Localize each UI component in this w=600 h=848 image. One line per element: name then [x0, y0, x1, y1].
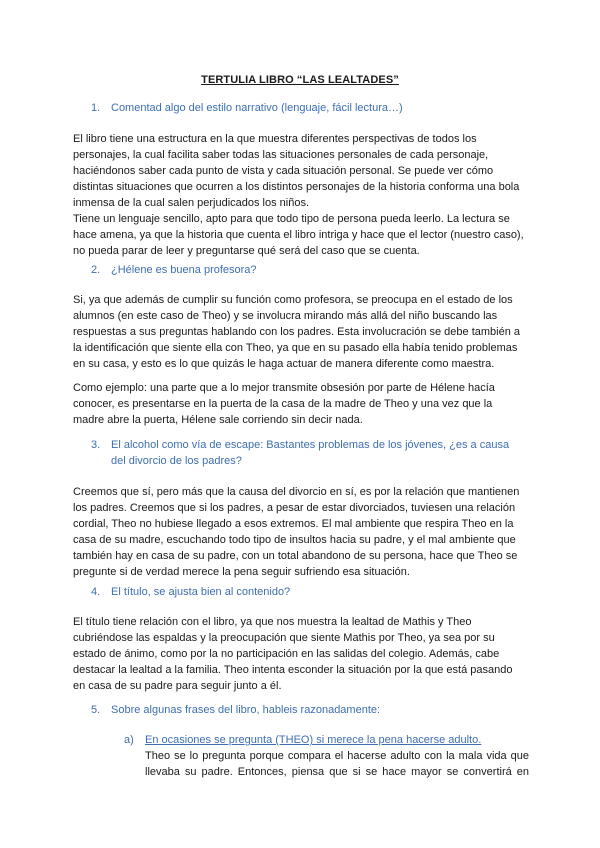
answer-line: la identificación que siente ella con Theo, ya que en su pasado ella había tenido problemas [73, 342, 518, 354]
sub-answer-line: llevaba su padre. Entonces, piensa que si se hace mayor se convertirá en [145, 766, 529, 778]
answer-line: en su casa, y esto es lo que quizás le haga actuar de manera diferente como maestra. [73, 358, 495, 370]
answer-line: Creemos que sí, pero más que la causa del divorcio en sí, es por la relación que mantienen [73, 486, 520, 498]
answer-line: distintas situaciones que ocurren a los distintos personajes de la historia conforma una bola [73, 181, 520, 193]
answer-line: Como ejemplo: una parte que a lo mejor transmite obsesión por parte de Hélene hacía [73, 382, 495, 394]
question-number: 1. [91, 102, 101, 114]
answer-line: El título tiene relación con el libro, ya que nos muestra la lealtad de Mathis y Theo [73, 616, 472, 628]
answer-line: no pueda parar de leer y preguntarse qué será del caso que se cuenta. [73, 245, 420, 257]
sub-question-label: a) [124, 734, 134, 746]
answer-line: hace amena, ya que la historia que cuenta el libro intriga y hace que el lector (nuestro caso), [73, 229, 524, 241]
answer-line: Tiene un lenguaje sencillo, apto para que todo tipo de persona pueda leerlo. La lectura se [73, 213, 510, 225]
answer-line: en casa de su padre para seguir junto a él. [73, 680, 282, 692]
answer-2-example [73, 380, 525, 428]
answer-line: los padres. Creemos que si los padres, a pesar de estar divorciados, tuviesen una relación [73, 502, 516, 514]
question-number: 4. [91, 586, 101, 598]
question-text: Sobre algunas frases del libro, hableis razonadamente: [111, 704, 381, 716]
answer-2 [73, 292, 525, 372]
answer-line: inmensa de la cual salen perjudicados los niños. [73, 197, 310, 209]
answer-3 [73, 484, 525, 580]
question-1 [91, 100, 531, 116]
answer-4 [73, 614, 525, 694]
answer-line: El libro tiene una estructura en la que muestra diferentes perspectivas de todos los [73, 133, 477, 145]
question-number: 5. [91, 704, 101, 716]
question-text: ¿Hélene es buena profesora? [111, 264, 257, 276]
question-number: 2. [91, 264, 101, 276]
question-5 [91, 702, 531, 718]
sub-question-quote: En ocasiones se pregunta (THEO) si merece la pena hacerse adulto. [145, 734, 482, 746]
answer-line: madre abre la puerta, Hélene sale corriendo sin decir nada. [73, 414, 363, 426]
answer-1 [73, 131, 525, 259]
sub-question-a [124, 732, 529, 780]
question-text-line: El alcohol como vía de escape: Bastantes problemas de los jóvenes, ¿es a causa [111, 439, 510, 451]
question-number: 3. [91, 439, 101, 451]
answer-line: estado de ánimo, como por la no participación en las salidas del colegio. Además, cabe [73, 648, 500, 660]
answer-line: haciéndonos saber cada punto de vista y cada situación personal. Se puede ver cómo [73, 165, 494, 177]
answer-line: cordial, Theo no hubiese llegado a esos extremos. El mal ambiente que respira Theo en la [73, 518, 514, 530]
answer-line: cubriéndose las espaldas y la preocupación que siente Mathis por Theo, ya sea por su [73, 632, 495, 644]
question-3 [91, 437, 536, 469]
answer-line: Si, ya que además de cumplir su función como profesora, se preocupa en el estado de los [73, 294, 513, 306]
document-title: TERTULIA LIBRO “LAS LEALTADES” [201, 74, 399, 86]
question-text: Comentad algo del estilo narrativo (lenguaje, fácil lectura…) [111, 102, 403, 114]
question-text-line: del divorcio de los padres? [111, 455, 242, 467]
sub-answer-line: Theo se lo pregunta porque compara el hacerse adulto con la mala vida que [145, 750, 529, 762]
answer-line: alumnos (en este caso de Theo) y se involucra mirando más allá del niño buscando las [73, 310, 498, 322]
answer-line: casa de su madre, escuchando todo tipo de insultos hacia su padre, y el mal ambiente que [73, 534, 516, 546]
answer-line: pregunte si de verdad merece la pena seguir sufriendo esa situación. [73, 566, 410, 578]
answer-line: conocer, es presentarse en la puerta de la casa de la madre de Theo y una vez que la [73, 398, 493, 410]
answer-line: destacar la lealtad a la familia. Theo intenta esconder la situación por la que está pasando [73, 664, 513, 676]
answer-line: también hay en casa de su padre, con un total abandono de su persona, hace que Theo se [73, 550, 518, 562]
question-4 [91, 584, 531, 600]
answer-line: respuestas a sus preguntas hablando con los padres. Esta involucración se debe también a [73, 326, 521, 338]
answer-line: personajes, la cual facilita saber todas las situaciones personales de cada personaje, [73, 149, 489, 161]
question-text: El título, se ajusta bien al contenido? [111, 586, 291, 598]
question-2 [91, 262, 531, 278]
